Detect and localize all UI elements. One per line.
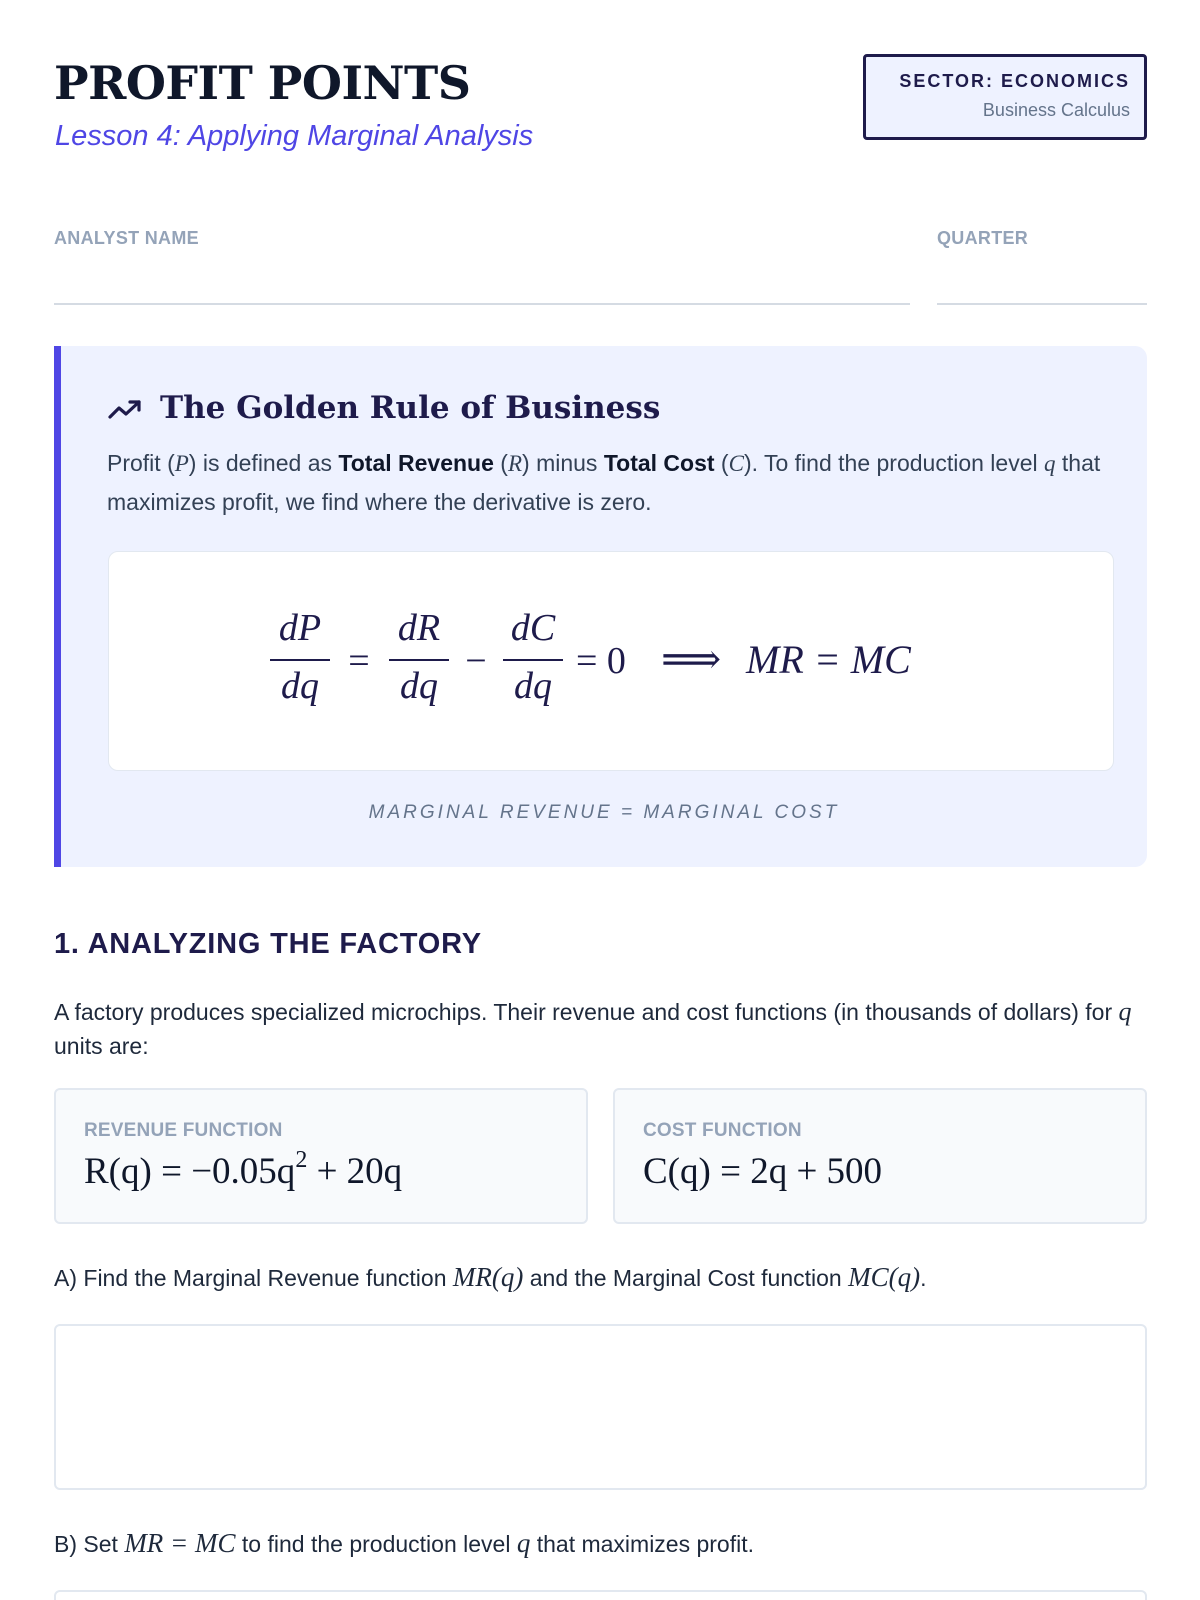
minus-sign: −: [465, 640, 487, 682]
answer-box-a[interactable]: [54, 1324, 1147, 1490]
mr-equals-mc: MR = MC: [746, 637, 911, 682]
frac2-denominator: dq: [400, 665, 438, 707]
sector-subject: Business Calculus: [982, 100, 1130, 120]
profit-derivative-equation: [109, 552, 1115, 772]
rule-heading: The Golden Rule of Business: [160, 390, 661, 426]
lesson-subtitle: Lesson 4: Applying Marginal Analysis: [55, 120, 534, 152]
cost-function-card: [613, 1088, 1147, 1224]
answer-box-b[interactable]: [54, 1590, 1147, 1600]
golden-rule-callout: [54, 346, 1147, 867]
equation-caption: MARGINAL REVENUE = MARGINAL COST: [368, 802, 840, 823]
problem-description: A factory produces specialized microchips. Their revenue and cost functions (in thousands of dollars) for q units are:: [54, 997, 1132, 1059]
analyst-name-field[interactable]: [54, 303, 910, 305]
frac3-denominator: dq: [514, 665, 552, 707]
frac1-numerator: dP: [278, 607, 322, 649]
section-heading: 1. ANALYZING THE FACTORY: [54, 928, 482, 960]
revenue-function-card: [54, 1088, 588, 1224]
cost-function-expression: C(q) = 2q + 500: [643, 1151, 883, 1192]
frac3-numerator: dC: [510, 607, 556, 649]
revenue-function-label: REVENUE FUNCTION: [84, 1120, 283, 1141]
equals-sign: =: [348, 640, 370, 682]
equals-zero: = 0: [576, 640, 626, 682]
equation-card: [108, 551, 1114, 771]
frac1-denominator: dq: [281, 665, 319, 707]
rule-description: Profit (P) is defined as Total Revenue (R) minus Total Cost (C). To find the production level q that maximizes profit, we find where the derivative is zero.: [107, 450, 1101, 515]
frac2-numerator: dR: [397, 607, 441, 649]
implies-arrow: ⟹: [661, 637, 722, 683]
trending-up-icon: [108, 398, 142, 422]
revenue-function-expression: $R(q) = -0.05q^2 + 20q$: [84, 1147, 403, 1192]
question-b: B) Set MR = MC to find the production level q that maximizes profit.: [54, 1528, 755, 1558]
sector-badge: [863, 54, 1147, 140]
quarter-label: QUARTER: [937, 228, 1029, 248]
quarter-field[interactable]: [937, 303, 1147, 305]
cost-function-label: COST FUNCTION: [643, 1120, 802, 1141]
page-title: PROFIT POINTS: [54, 56, 471, 110]
question-a: A) Find the Marginal Revenue function MR(q) and the Marginal Cost function MC(q).: [54, 1262, 927, 1292]
sector-label: SECTOR: ECONOMICS: [899, 71, 1130, 91]
analyst-name-label: ANALYST NAME: [54, 228, 199, 248]
